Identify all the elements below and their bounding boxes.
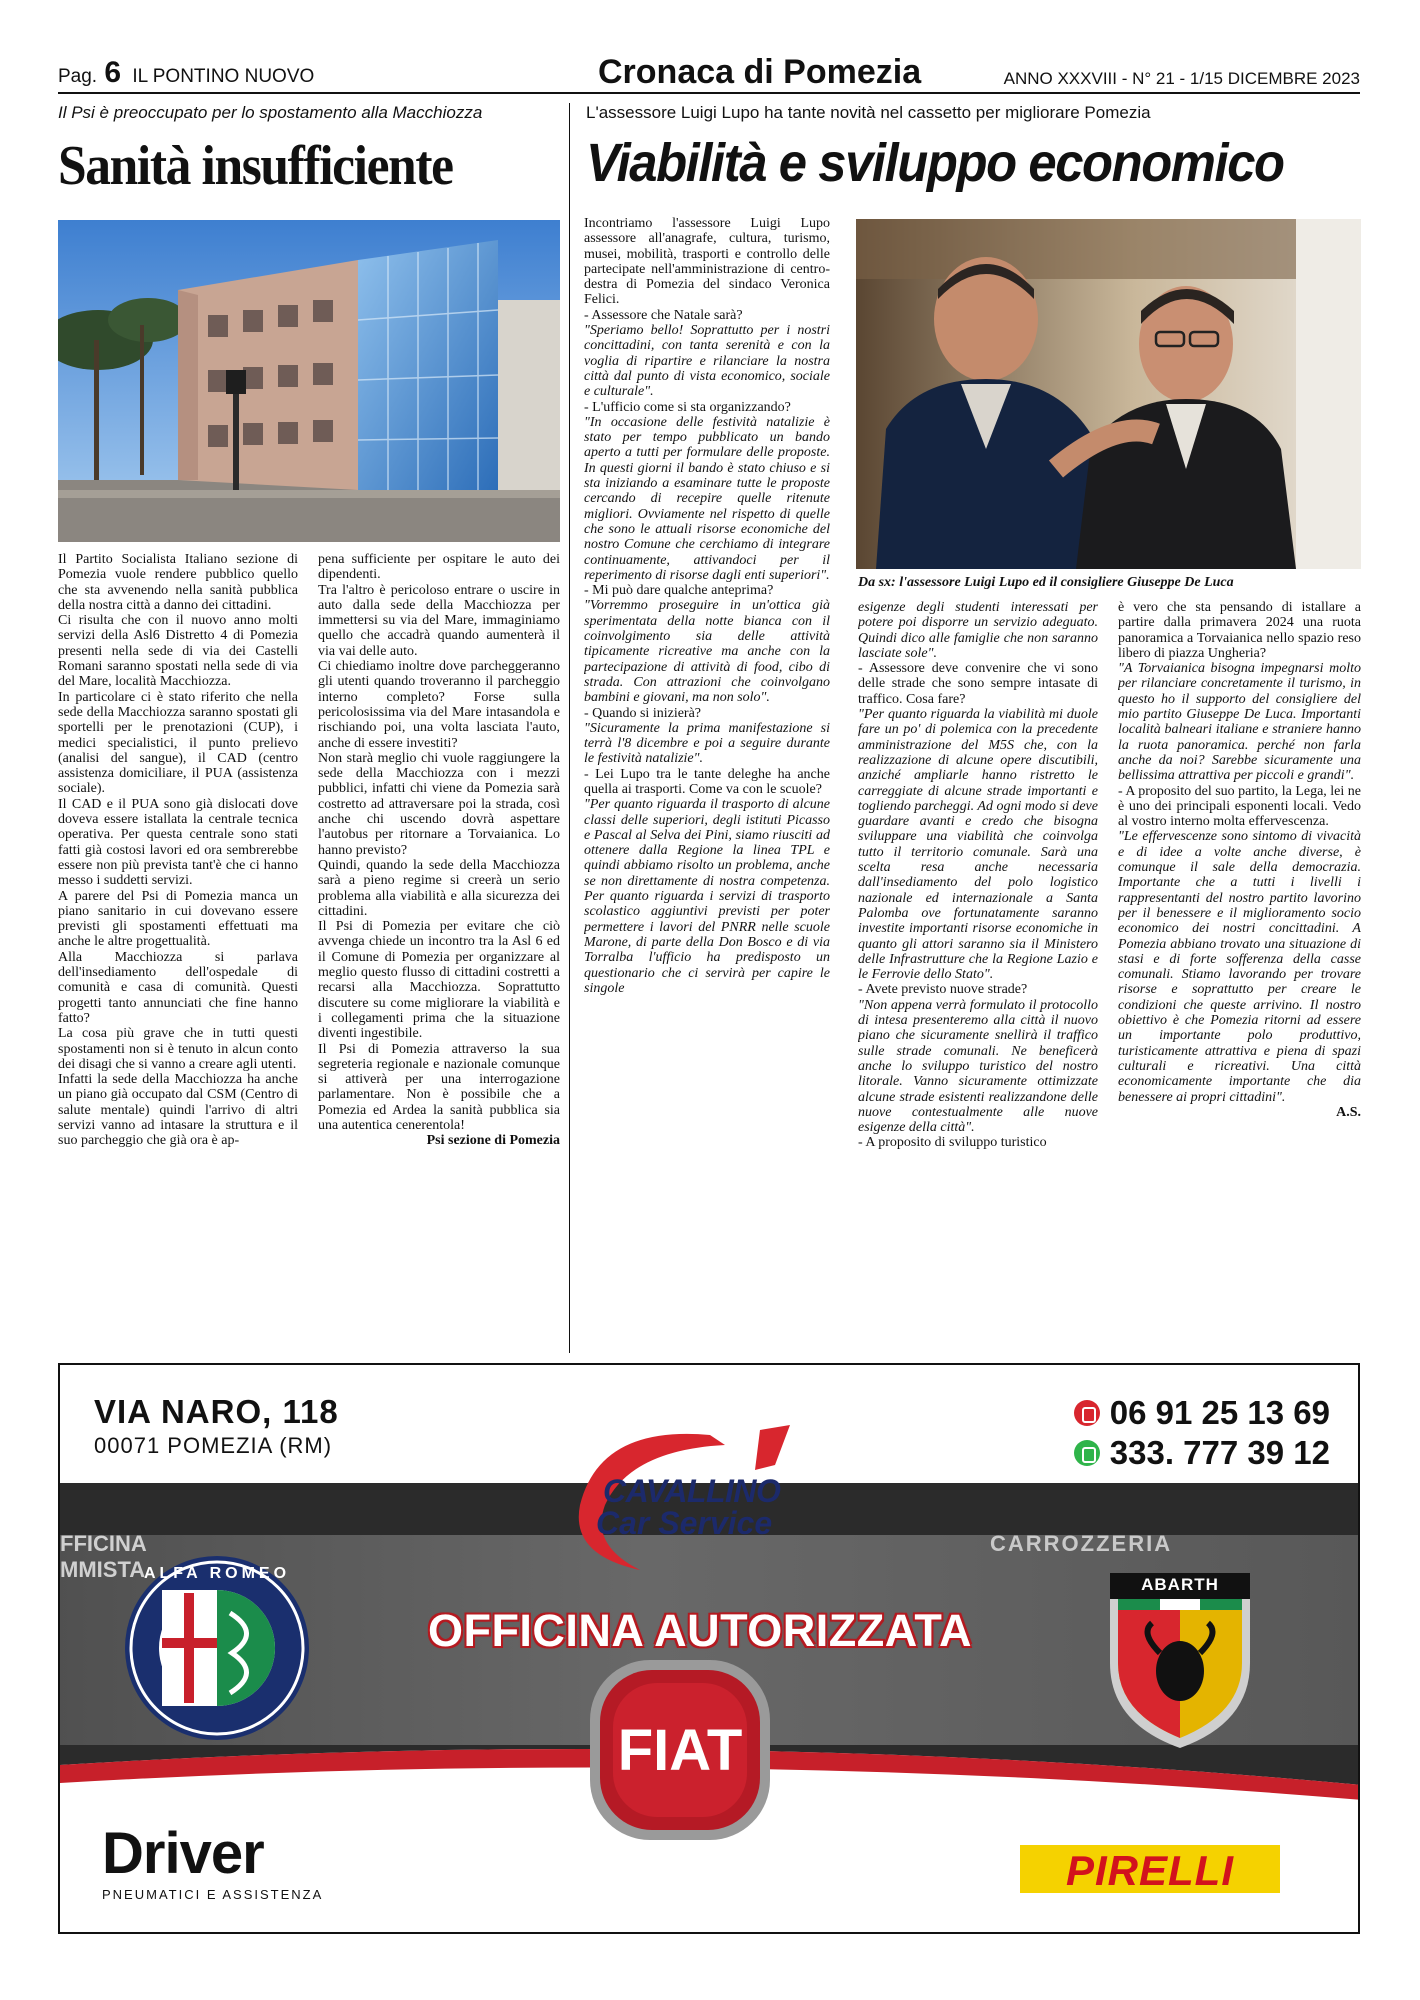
article2-column-3 [1118, 600, 1361, 1352]
answer: "Per quanto riguarda la viabilità mi duole fare un po' di polemica con la precedente amministrazione del M5S che, con la realizzazione di alcune opere discutibili, anziché ampliarle hanno ristretto le carreggiate di alcune strade importanti e togliendo parcheggi. Ad ogni modo si deve guardare avanti e credo che bisogna sviluppare una viabilità che coinvolga tutto il territorio comunale. Sarà una scelta resa anche necessaria dall'insediamento del polo logistico nazionale ed internazionale a Santa Palomba ove fortunatamente saranno investite importanti risorse economiche in quanto gli attori saranno sia il Ministero delle Infrastrutture che la Regione Lazio e le Ferrovie dello Stato". [858, 707, 1098, 983]
page-info [58, 56, 314, 90]
answer: "Per quanto riguarda il trasporto di alcune classi delle superiori, degli istituti Picasso e Pascal al Selva dei Pini, siamo riusciti ad ottenere dalla Regione la linea TPL e quindi abbiamo risolto un problema, anche se non direttamente di nostra competenza. Per quanto riguarda i servizi di trasporto scolastico aggiuntivi previsti per poter permettere i lavori del PNRR nelle scuole Marone, di parte della Don Bosco e di via Torralba l'ufficio ha predisposto un questionario che ci servirà per capire le singole [584, 797, 830, 996]
answer: esigenze degli studenti interessati per potere poi disporre un servizio adeguato. Quindi dico alle famiglie che non saranno lasciate sole". [858, 600, 1098, 661]
answer: "In occasione delle festività natalizie è stato per tempo pubblicato un bando aperto a tutti per formulare delle proposte. In questi giorni il bando è stato chiuso e si sta iniziando a esaminare tutte le proposte cercando di recepire quelle ritenute migliori. Ovviamente nel rispetto di quelle che sono le attuali risorse economiche del nostro Comune che cerchiamo di integrare continuamente, attivandoci per il reperimento di risorse dagli enti superiori". [584, 414, 830, 583]
paragraph: Quindi, quando la sede della Macchiozza sarà a pieno regime si creerà un serio problema alla viabilità e alla sicurezza dei cittadini. [318, 857, 560, 919]
abarth-logo [1100, 1553, 1260, 1753]
shop-sign-carrozzeria: CARROZZERIA [990, 1531, 1173, 1556]
whatsapp-icon [1074, 1440, 1100, 1466]
alfa-romeo-text: ALFA ROMEO [143, 1565, 291, 1582]
article2-signature: A.S. [1336, 1104, 1361, 1120]
shop-sign-officina: FFICINA MMISTA [60, 1531, 147, 1582]
phone-mobile [1074, 1433, 1330, 1473]
brand-name-line2: Car Service [596, 1505, 773, 1541]
paragraph: La cosa più grave che in tutti questi spostamenti non si è tenuto in alcun conto dei disagi che si vanno a creare agli utenti. [58, 1026, 298, 1072]
answer: "Le effervescenze sono sintomo di vivacità e di idee a volte anche diverse, è comunque il sale della democrazia. Importante che a tutti i livelli i rappresentanti del nostro partito lavorino per il benessere e il miglioramento socio economico dei nostri concittadini. A Pomezia abbiano trovato una situazione di stasi e di forte sofferenza della casse comunali. Stiamo lavorando per trovare risorse e soprattutto per creare le condizioni che queste arrivino. Il nostro obiettivo è che Pomezia ritorni ad essere un importante polo produttivo, turisticamente attrattiva e piena di spazi culturali e ricreativi. Una città economicamente importante che dia benessere ai propri cittadini". [1118, 829, 1361, 1105]
phone-number-2: 333. 777 39 12 [1109, 1434, 1330, 1471]
article2-column-1 [584, 216, 830, 1352]
ad-street: VIA NARO, 118 [94, 1393, 339, 1430]
answer: "Vorremmo proseguire in un'ottica già sperimentata della notte bianca con il coinvolgimento sia delle attività tipicamente ricreative ma anche con la partecipazione di attività di food, cibo di strada. Con attrazioni che coinvolgano bambini e giovani, ma non solo". [584, 598, 830, 706]
question: - A proposito di sviluppo turistico [858, 1135, 1047, 1151]
paragraph: A parere del Psi di Pomezia manca un piano sanitario in cui dovevano essere previsti gli spostamenti effettuati ma anche le altre progettualità. [58, 888, 298, 950]
paper-name: IL PONTINO NUOVO [132, 66, 315, 87]
paragraph: pena sufficiente per ospitare le auto dei dipendenti. [318, 552, 560, 583]
driver-logo [102, 1821, 352, 1902]
ad-city: 00071 POMEZIA (RM) [94, 1433, 333, 1458]
phone-icon [1074, 1400, 1100, 1426]
photo-caption: Da sx: l'assessore Luigi Lupo ed il consigliere Giuseppe De Luca [858, 575, 1234, 590]
paragraph: Il Partito Socialista Italiano sezione di Pomezia vuole rendere pubblico quello che sta avvenendo nella sanità pubblica della nostra città a danno dei cittadini. [58, 552, 298, 613]
interview-photo [856, 219, 1361, 569]
pirelli-logo [1020, 1845, 1280, 1893]
answer: "Speriamo bello! Soprattutto per i nostri concittadini, con tanta serenità e con la voglia di ripartire e rilanciare la nostra città dal punto di vista economico, sociale e culturale". [584, 323, 830, 400]
paragraph: Incontriamo l'assessore Luigi Lupo assessore all'anagrafe, cultura, turismo, musei, mobilità, trasporti e controllo delle partecipate nell'amministrazione di centro-destra di Pomezia del sindaco Veronica Felici. [584, 216, 830, 308]
fiat-text: FIAT [617, 1718, 743, 1783]
paragraph: Il Psi di Pomezia per evitare che ciò avvenga chiede un incontro tra la Asl 6 ed il Comune di Pomezia per organizzare al meglio questo flusso di cittadini costretti a recarsi alla Macchiozza. Soprattutto discutere su come migliorare la viabilità e i collegamenti prima che la situazione diventi ingestibile. [318, 919, 560, 1042]
question: - Avete previsto nuove strade? [858, 982, 1028, 998]
paragraph: Ci chiediamo inoltre dove parcheggeranno gli utenti quando troveranno il parcheggio interno completo? Forse sulla pericolosissima via del Mare intasandola e rischiando poi, una volta lasciata l'auto, anche di essere investiti? [318, 659, 560, 751]
article2-headline: Viabilità e sviluppo economico [586, 133, 1284, 193]
question: - Assessore deve convenire che vi sono delle strade che sono sempre intasate di traffico. Cosa fare? [858, 661, 1098, 707]
question: - Quando si inizierà? [584, 705, 702, 721]
article2-column-2 [858, 600, 1098, 1352]
paragraph: è vero che sta pensando di istallare a partire dalla primavera 2024 una ruota panoramica a Torvaianica nello spazio reso libero di piazza Ungheria? [1118, 600, 1361, 661]
article1-column-2 [318, 552, 560, 1352]
phone-landline [1074, 1393, 1330, 1433]
paragraph: In particolare ci è stato riferito che nella sede della Macchiozza saranno spostati gli sportelli per le prenotazioni (CUP), i medici specialistici, il punto prelievo (analisi del sangue), il CAD (centro assistenza domiciliare, il PUA (assistenza sociale). [58, 689, 298, 797]
paragraph: Ci risulta che con il nuovo anno molti servizi della Asl6 Distretto 4 di Pomezia presenti nella sede di via dei Castelli Romani saranno spostati nella sede di via del Mare, località Macchiozza. [58, 613, 298, 690]
column-divider [569, 103, 570, 1353]
driver-subtitle: PNEUMATICI E ASSISTENZA [102, 1887, 324, 1902]
driver-text: Driver [102, 1821, 264, 1886]
answer: "A Torvaianica bisogna impegnarsi molto per rilanciare concretamente il turismo, in questo ho il supporto del consigliere del mio partito Giuseppe De Luca. Importanti località balneari italiane e straniere hanno la ruota panoramica. perché non farla anche da noi? Sarebbe sicuramente una bellissima attrattiva per piccoli e grandi". [1118, 661, 1361, 784]
ad-address [94, 1393, 339, 1459]
article1-headline: Sanità insufficiente [58, 135, 453, 197]
section-title: Cronaca di Pomezia [598, 53, 922, 91]
question: - L'ufficio come si sta organizzando? [584, 399, 791, 415]
advertisement [58, 1363, 1360, 1934]
issue-info: ANNO XXXVIII - N° 21 - 1/15 DICEMBRE 2023 [1003, 69, 1360, 88]
brand-name-line1: CAVALLINO [603, 1473, 781, 1509]
paragraph: Tra l'altro è pericoloso entrare o uscire in auto dalla sede della Macchiozza per immettersi su via del Mare, immaginiamo quello che accadrà quando aumenterà il via vai delle auto. [318, 582, 560, 659]
page-prefix: Pag. [58, 66, 98, 87]
question: - Assessore che Natale sarà? [584, 307, 743, 323]
question: - Mi può dare qualche anteprima? [584, 583, 774, 599]
ad-phones [1074, 1393, 1330, 1473]
phone-number-1: 06 91 25 13 69 [1109, 1394, 1330, 1431]
page-number: 6 [104, 56, 122, 89]
article1-kicker: Il Psi è preoccupato per lo spostamento alla Macchiozza [58, 103, 483, 122]
paragraph: Non starà meglio chi vuole raggiungere la sede della Macchiozza con i mezzi pubblici, infatti chi viene da Pomezia sarà costretto ad attraversare poi la strada, così anche chi uscendo dovrà aspettare l'autobus per ritornare a Torvaianica. Lo hanno previsto? [318, 750, 560, 858]
building-photo [58, 220, 560, 542]
ad-tagline: OFFICINA AUTORIZZATA [427, 1605, 973, 1656]
paragraph: Il Psi di Pomezia attraverso la sua segreteria regionale e nazionale comunque si attiverà per una interrogazione parlamentare. Non è possibile che a Pomezia ed Ardea la sanità pubblica sia una autentica cenerentola! [318, 1041, 560, 1133]
question: - Lei Lupo tra le tante deleghe ha anche quella ai trasporti. Come va con le scuole? [584, 766, 830, 797]
paragraph: Alla Macchiozza si parlava dell'insediamento dell'ospedale di comunità e casa di comunità. Questi progetti tanto annunciati che fine hanno fatto? [58, 949, 298, 1026]
fiat-logo [585, 1655, 775, 1845]
pirelli-text: PIRELLI [1065, 1847, 1234, 1894]
question: - A proposito del suo partito, la Lega, lei ne è uno dei principali esponenti locali. Vedo al vostro interno molta effervescenza. [1118, 783, 1361, 830]
abarth-text: ABARTH [1141, 1575, 1219, 1594]
alfa-romeo-logo [122, 1553, 312, 1743]
paragraph: Il CAD e il PUA sono già dislocati dove doveva essere istallata la centrale tecnica operativa. Per questa centrale sono stati fatti già costosi lavori ed ora sembrerebbe essere non più prevista tant'è che ci hanno messo i suddetti servizi. [58, 796, 298, 889]
article1-column-1 [58, 552, 298, 1352]
answer: "Non appena verrà formulato il protocollo di intesa presenteremo alla città il nuovo piano che sicuramente snellirà il traffico sulle strade comunali. Ne beneficerà anche lo sviluppo turistico del nostro litorale. Vanno sicuramente ottimizzate alcune strade esistenti realizzandone delle nuove contestualmente alle nuove esigenze della città". [858, 997, 1098, 1136]
paragraph: Infatti la sede della Macchiozza ha anche un piano già occupato dal CSM (Centro di salute mentale) quindi l'arrivo di altri servizi vanno ad intasare la struttura e il suo parcheggio che già ora è ap- [58, 1072, 298, 1149]
article1-signature: Psi sezione di Pomezia [426, 1133, 560, 1149]
page-header [58, 53, 1360, 94]
answer: "Sicuramente la prima manifestazione si terrà l'8 dicembre e poi a seguire durante le festività natalizie". [584, 720, 830, 767]
article2-kicker: L'assessore Luigi Lupo ha tante novità nel cassetto per migliorare Pomezia [586, 103, 1151, 122]
